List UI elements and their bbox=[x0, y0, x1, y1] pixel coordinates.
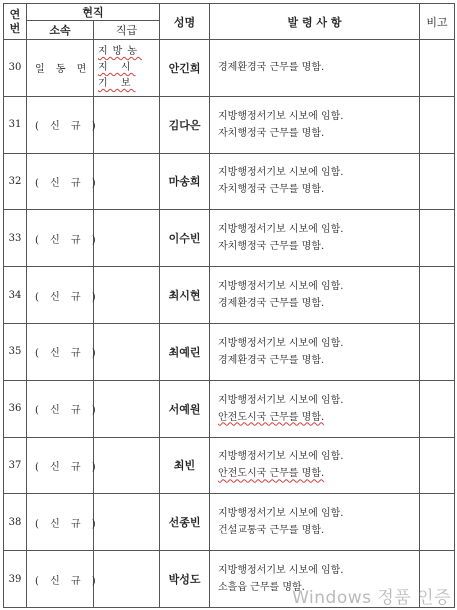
row-matters-line2: 안전도시국 근무를 명함. bbox=[218, 468, 325, 480]
table-row bbox=[4, 210, 455, 267]
row-rank bbox=[94, 323, 160, 380]
row-name: 최예린 bbox=[160, 323, 210, 380]
row-rank-text: 지방농지 시 기 보 bbox=[98, 45, 142, 89]
row-matters bbox=[210, 153, 420, 210]
row-matters-line2: 자치행정국 근무를 명함. bbox=[218, 241, 325, 253]
row-note bbox=[420, 267, 455, 324]
activation-watermark: Windows 정품 인증 bbox=[292, 588, 451, 608]
row-rank bbox=[94, 494, 160, 551]
row-affiliation: ( 신 규 ) bbox=[27, 96, 94, 153]
row-note bbox=[420, 494, 455, 551]
table-row bbox=[4, 96, 455, 153]
row-rank bbox=[94, 153, 160, 210]
row-rank bbox=[94, 551, 160, 608]
row-matters bbox=[210, 380, 420, 437]
row-note bbox=[420, 380, 455, 437]
row-matters-line2: 경제환경국 근무를 명함. bbox=[218, 354, 325, 366]
row-matters-line1: 지방행정서기보 시보에 임함. bbox=[218, 394, 344, 406]
row-rank bbox=[94, 96, 160, 153]
row-matters-line1: 지방행정서기보 시보에 임함. bbox=[218, 224, 344, 236]
row-affiliation: ( 신 규 ) bbox=[27, 437, 94, 494]
table-row bbox=[4, 323, 455, 380]
row-name: 박성도 bbox=[160, 551, 210, 608]
row-matters bbox=[210, 96, 420, 153]
row-name: 선종빈 bbox=[160, 494, 210, 551]
row-note bbox=[420, 323, 455, 380]
row-affiliation: ( 신 규 ) bbox=[27, 267, 94, 324]
row-serial: 30 bbox=[4, 40, 27, 97]
header-serial bbox=[4, 4, 27, 40]
row-matters bbox=[210, 437, 420, 494]
row-name: 김다은 bbox=[160, 96, 210, 153]
row-matters bbox=[210, 267, 420, 324]
row-matters-line1: 지방행정서기보 시보에 임함. bbox=[218, 451, 344, 463]
table-row bbox=[4, 267, 455, 324]
row-affiliation: ( 신 규 ) bbox=[27, 380, 94, 437]
row-name: 최빈 bbox=[160, 437, 210, 494]
row-affiliation: ( 신 규 ) bbox=[27, 551, 94, 608]
row-serial: 34 bbox=[4, 267, 27, 324]
header-note: 비고 bbox=[420, 4, 455, 40]
row-name: 마송희 bbox=[160, 153, 210, 210]
row-rank bbox=[94, 437, 160, 494]
row-matters-line1: 지방행정서기보 시보에 임함. bbox=[218, 508, 344, 520]
row-matters-line2: 건설교통국 근무를 명함. bbox=[218, 525, 325, 537]
row-matters bbox=[210, 323, 420, 380]
row-rank bbox=[94, 210, 160, 267]
row-matters-line1: 지방행정서기보 시보에 임함. bbox=[218, 110, 344, 122]
row-serial: 32 bbox=[4, 153, 27, 210]
table-row bbox=[4, 494, 455, 551]
row-matters-line2: 경제환경국 근무를 명함. bbox=[218, 298, 325, 310]
row-rank bbox=[94, 380, 160, 437]
row-note bbox=[420, 153, 455, 210]
header-name: 성명 bbox=[160, 4, 210, 40]
header-serial-line2: 번 bbox=[9, 21, 21, 35]
row-serial: 31 bbox=[4, 96, 27, 153]
row-serial: 37 bbox=[4, 437, 27, 494]
row-affiliation: ( 신 규 ) bbox=[27, 153, 94, 210]
row-matters-line2: 자치행정국 근무를 명함. bbox=[218, 184, 325, 196]
header-current-position: 현직 bbox=[27, 4, 160, 21]
row-matters-line1: 지방행정서기보 시보에 임함. bbox=[218, 565, 344, 577]
row-name: 최시현 bbox=[160, 267, 210, 324]
header-serial-line1: 연 bbox=[9, 7, 21, 21]
row-matters-line1: 지방행정서기보 시보에 임함. bbox=[218, 337, 344, 349]
row-serial: 33 bbox=[4, 210, 27, 267]
row-affiliation: ( 신 규 ) bbox=[27, 494, 94, 551]
row-serial: 38 bbox=[4, 494, 27, 551]
row-name: 서예원 bbox=[160, 380, 210, 437]
row-matters-line1: 경제환경국 근무를 명함. bbox=[218, 62, 325, 74]
personnel-table bbox=[3, 3, 455, 608]
table-row bbox=[4, 40, 455, 97]
row-matters bbox=[210, 494, 420, 551]
table-row bbox=[4, 153, 455, 210]
row-serial: 35 bbox=[4, 323, 27, 380]
row-note bbox=[420, 96, 455, 153]
row-matters bbox=[210, 40, 420, 97]
table-row bbox=[4, 437, 455, 494]
row-matters-line2: 자치행정국 근무를 명함. bbox=[218, 127, 325, 139]
row-serial: 39 bbox=[4, 551, 27, 608]
row-note bbox=[420, 40, 455, 97]
row-matters-line2: 안전도시국 근무를 명함. bbox=[218, 411, 325, 423]
row-matters-line2: 소흘읍 근무를 명함. bbox=[218, 582, 305, 594]
row-matters bbox=[210, 210, 420, 267]
row-serial: 36 bbox=[4, 380, 27, 437]
row-matters-line1: 지방행정서기보 시보에 임함. bbox=[218, 167, 344, 179]
header-matters: 발 령 사 항 bbox=[210, 4, 420, 40]
row-note bbox=[420, 210, 455, 267]
row-name: 이수빈 bbox=[160, 210, 210, 267]
table-row bbox=[4, 380, 455, 437]
row-affiliation: ( 신 규 ) bbox=[27, 323, 94, 380]
row-note bbox=[420, 437, 455, 494]
row-affiliation: 일 동 면 bbox=[27, 40, 94, 97]
row-name: 안긴희 bbox=[160, 40, 210, 97]
row-rank bbox=[94, 267, 160, 324]
row-matters-line1: 지방행정서기보 시보에 임함. bbox=[218, 281, 344, 293]
header-affiliation: 소속 bbox=[27, 21, 94, 40]
row-affiliation: ( 신 규 ) bbox=[27, 210, 94, 267]
header-rank: 직급 bbox=[94, 21, 160, 40]
row-rank bbox=[94, 40, 160, 97]
